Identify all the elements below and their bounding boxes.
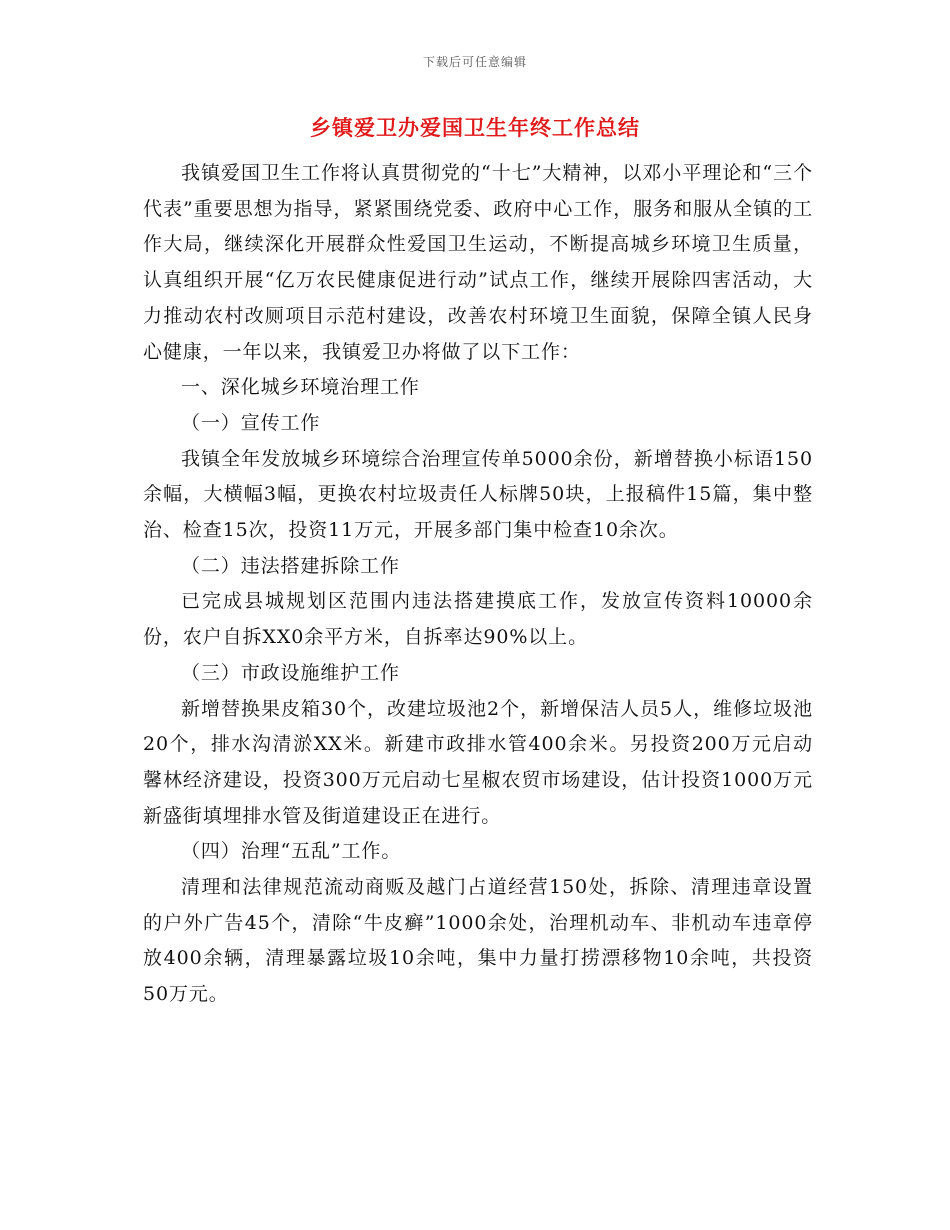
- subsection-heading-municipal: （三）市政设施维护工作: [181, 661, 400, 684]
- subsection-heading-publicity: （一）宣传工作: [181, 411, 321, 434]
- header-note: 下载后可任意编辑: [422, 55, 527, 69]
- subsection-heading-five-disorders: （四）治理“五乱”工作。: [181, 840, 402, 863]
- document-body: [143, 156, 813, 1013]
- paragraph-publicity: 我镇全年发放城乡环境综合治理宣传单5000余份，新增替换小标语150余幅，大横幅3幅，更换农村垃圾责任人标牌50块，上报稿件15篇，集中整治、检查15次，投资11万元，开展多部门集中检查10余次。: [143, 447, 813, 542]
- subsection-heading-demolition: （二）违法搭建拆除工作: [181, 554, 400, 577]
- paragraph-five-disorders: 清理和法律规范流动商贩及越门占道经营150处，拆除、清理违章设置的户外广告45个，清除“牛皮癣”1000余处，治理机动车、非机动车违章停放400余辆，清理暴露垃圾10余吨，集中力量打捞漂移物10余吨，共投资50万元。: [143, 876, 813, 1006]
- paragraph-intro: 我镇爱国卫生工作将认真贯彻党的“十七”大精神，以邓小平理论和“三个代表”重要思想为指导，紧紧围绕党委、政府中心工作，服务和服从全镇的工作大局，继续深化开展群众性爱国卫生运动，不断提高城乡环境卫生质量，认真组织开展“亿万农民健康促进行动”试点工作，继续开展除四害活动，大力推动农村改厕项目示范村建设，改善农村环境卫生面貌，保障全镇人民身心健康，一年以来，我镇爱卫办将做了以下工作：: [143, 162, 813, 363]
- section-heading-1: 一、深化城乡环境治理工作: [181, 376, 420, 399]
- paragraph-municipal: 新增替换果皮箱30个，改建垃圾池2个，新增保洁人员5人，维修垃圾池20个，排水沟清淤XX米。新建市政排水管400余米。另投资200万元启动馨林经济建设，投资300万元启动七星椒农贸市场建设，估计投资1000万元新盛街填埋排水管及街道建设正在进行。: [143, 697, 813, 827]
- document-title: 乡镇爱卫办爱国卫生年终工作总结: [310, 115, 640, 140]
- paragraph-demolition: 已完成县城规划区范围内违法搭建摸底工作，发放宣传资料10000余份，农户自拆XX0余平方米，自拆率达90%以上。: [143, 590, 813, 649]
